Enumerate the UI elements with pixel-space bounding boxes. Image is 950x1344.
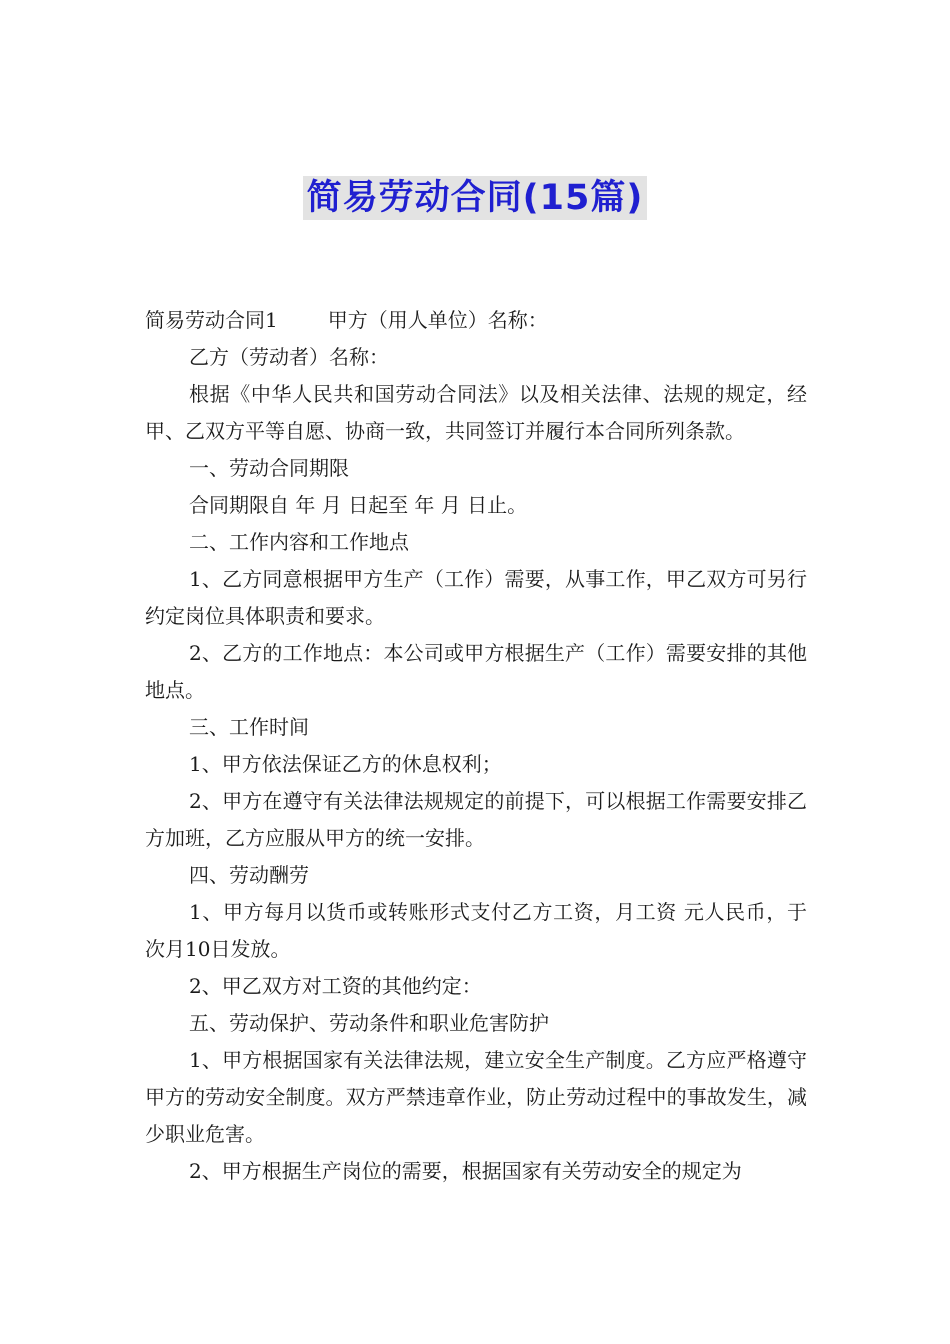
paragraph: 1、甲方根据国家有关法律法规，建立安全生产制度。乙方应严格遵守甲方的劳动安全制度。双方严禁违章作业，防止劳动过程中的事故发生，减少职业危害。 [145, 1048, 807, 1146]
contract-label: 简易劳动合同1 [145, 308, 278, 332]
section-heading: 五、劳动保护、劳动条件和职业危害防护 [189, 1011, 549, 1035]
paragraph: 2、甲乙双方对工资的其他约定： [189, 974, 482, 998]
section-heading: 二、工作内容和工作地点 [189, 530, 409, 554]
paragraph: 2、甲方在遵守有关法律法规规定的前提下，可以根据工作需要安排乙方加班，乙方应服从甲方的统一安排。 [145, 789, 807, 850]
paragraph: 根据《中华人民共和国劳动合同法》以及相关法律、法规的规定，经甲、乙双方平等自愿、协商一致，共同签订并履行本合同所列条款。 [145, 382, 807, 443]
section-heading: 四、劳动酬劳 [189, 863, 309, 887]
paragraph: 2、乙方的工作地点：本公司或甲方根据生产（工作）需要安排的其他地点。 [145, 641, 807, 702]
document-title: 简易劳动合同(15篇) [303, 176, 648, 220]
party-a-name-label: 甲方（用人单位）名称： [327, 308, 548, 332]
contract-body [145, 302, 807, 1190]
section-heading: 三、工作时间 [189, 715, 309, 739]
paragraph: 乙方（劳动者）名称： [189, 345, 389, 369]
paragraph: 2、甲方根据生产岗位的需要，根据国家有关劳动安全的规定为 [189, 1159, 742, 1183]
paragraph: 1、乙方同意根据甲方生产（工作）需要，从事工作，甲乙双方可另行约定岗位具体职责和要求。 [145, 567, 807, 628]
paragraph: 合同期限自 年 月 日起至 年 月 日止。 [189, 493, 528, 517]
paragraph: 1、甲方每月以货币或转账形式支付乙方工资，月工资 元人民币，于次月10日发放。 [145, 900, 807, 961]
header-line [145, 302, 807, 339]
section-heading: 一、劳动合同期限 [189, 456, 349, 480]
paragraph: 1、甲方依法保证乙方的休息权利； [189, 752, 502, 776]
title-container [0, 176, 950, 220]
